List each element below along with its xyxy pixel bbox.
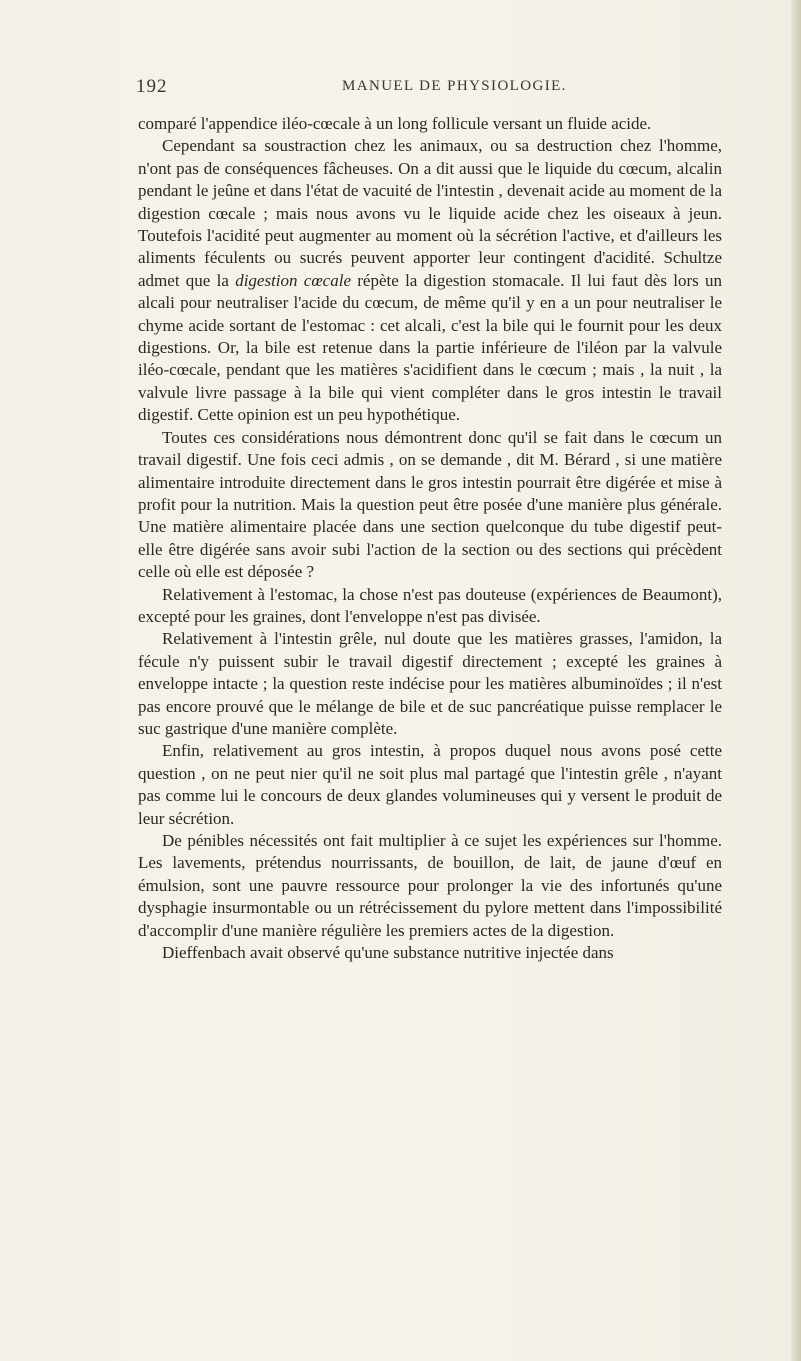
- paragraph-2-part-a: Cependant sa soustraction chez les animaux, ou sa destruction chez l'homme, n'ont pas de conséquences fâcheuses. On a dit aussi que le liquide du cœcum, alcalin pendant le jeûne et dans l'état de vacuité de l'intestin , devenait acide au moment de la digestion cœcale ; mais nous avons vu le liquide acide chez les oiseaux à jeun. Toutefois l'acidité peut augmenter au moment où la sécrétion l'active, et d'ailleurs les aliments féculents ou sucrés peuvent apporter leur contingent d'acidité. Schultze admet que la: [138, 136, 722, 290]
- running-title: MANUEL DE PHYSIOLOGIE.: [342, 78, 567, 94]
- page-edge: [791, 0, 801, 1361]
- body-text: [138, 113, 722, 964]
- italic-term: digestion cœcale: [235, 270, 351, 290]
- paragraph-5: Relativement à l'intestin grêle, nul doute que les matières grasses, l'amidon, la fécule n'y puissent subir le travail digestif directement ; excepté les graines à enveloppe intacte ; la question reste indécise pour les matières albuminoïdes ; il n'est pas encore prouvé que le mélange de bile et de suc pancréatique puisse remplacer le suc gastrique d'une manière complète.: [138, 629, 722, 738]
- paragraph-6: Enfin, relativement au gros intestin, à propos duquel nous avons posé cette question , on ne peut nier qu'il ne soit plus mal partagé que l'intestin grêle , n'ayant pas comme lui le concours de deux glandes volumineuses qui y versent le produit de leur sécrétion.: [138, 741, 722, 828]
- paragraph-2-part-b: répète la digestion stomacale. Il lui faut dès lors un alcali pour neutraliser l'acide du cœcum, de même qu'il y en a un pour neutraliser le chyme acide sortant de l'estomac : cet alcali, c'est la bile qui le fournit pour les deux digestions. Or, la bile est retenue dans la partie inférieure de l'iléon par la valvule iléo-cœcale, pendant que les matières s'acidifient dans le cœcum ; mais , la nuit , la valvule livre passage à la bile qui vient compléter dans le gros intestin le travail digestif. Cette opinion est un peu hypothétique.: [138, 270, 723, 425]
- paragraph-2: [138, 135, 722, 426]
- paragraph-1: comparé l'appendice iléo-cœcale à un long follicule versant un fluide acide.: [138, 114, 652, 133]
- page-header: [136, 76, 726, 100]
- paragraph-3: Toutes ces considérations nous démontrent donc qu'il se fait dans le cœcum un travail digestif. Une fois ceci admis , on se demande , dit M. Bérard , si une matière alimentaire introduite directement dans le gros intestin pourrait être digérée et mise à profit pour la nutrition. Mais la question peut être posée d'une manière plus générale. Une matière alimentaire placée dans une section quelconque du tube digestif peut-elle être digérée sans avoir subi l'action de la section ou des sections qui précèdent celle où elle est déposée ?: [138, 427, 722, 582]
- paragraph-8: Dieffenbach avait observé qu'une substance nutritive injectée dans: [162, 943, 614, 963]
- paragraph-4: Relativement à l'estomac, la chose n'est pas douteuse (expériences de Beaumont), excepté pour les graines, dont l'enveloppe n'est pas divisée.: [138, 584, 722, 626]
- page-number: 192: [136, 76, 168, 97]
- paragraph-7: De pénibles nécessités ont fait multiplier à ce sujet les expériences sur l'homme. Les lavements, prétendus nourrissants, de bouillon, de lait, de jaune d'œuf en émulsion, sont une pauvre ressource pour prolonger la vie des infortunés qu'une dysphagie insurmontable ou un rétrécissement du pylore mettent dans l'impossibilité d'accomplir d'une manière régulière les premiers actes de la digestion.: [138, 831, 722, 940]
